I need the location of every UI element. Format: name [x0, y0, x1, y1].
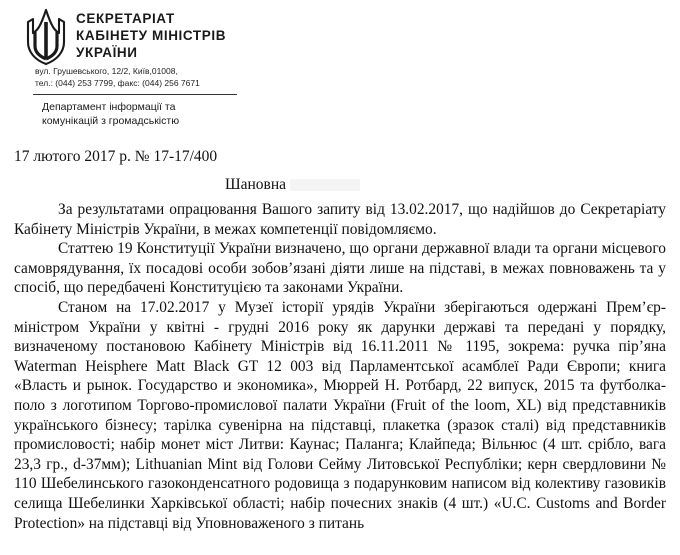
letterhead-divider: [33, 94, 237, 95]
letterhead: [0, 0, 680, 145]
ukraine-trident-emblem-icon: [22, 8, 70, 66]
redacted-recipient-name: [290, 179, 360, 191]
contact-phone: тел.: (044) 253 7799, факс: (044) 256 7671: [35, 77, 200, 88]
body-paragraph-2: Статтею 19 Конституції України визначено, що органи державної влади та органи місцевого самоврядування, їх посадові особи зобов’язані діяти лише на підставі, в межах повноважень та у спосіб, що передбачені Конституцією та законами України.: [14, 240, 666, 297]
body-paragraph-1: За результатами опрацювання Вашого запиту від 13.02.2017, що надійшов до Секретаріату Кабінету Міністрів України, в межах компетенції повідомляємо.: [14, 201, 666, 238]
document-body: [14, 200, 666, 533]
salutation-text: Шановна: [225, 176, 287, 193]
document-meta: 17 лютого 2017 р. № 17-17/400: [14, 148, 218, 165]
contact-block: [35, 66, 200, 89]
department-block: [42, 100, 179, 128]
body-paragraph-3: Станом на 17.02.2017 у Музеї історії урядів України зберігаються одержані Прем’єр-міністром України у квітні - грудні 2016 року як дарунки державі та передані у порядку, визначеному постановою Кабінету Міністрів від 16.11.2011 № 1195, зокрема: ручка пір’яна Waterman Heisphere Matt Black GT 12 003 від Парламентської асамблеї Ради Європи; книга «Власть и рынок. Государство и экономика», Мюррей Н. Ротбард, 22 випуск, 2015 та футболка-поло з логотипом Торгово-промислової палати України (Fruit of the loom, XL) від представників українського бізнесу; тарілка сувенірна на підставці, плакетка (зразок сталі) від представників промисловості; набір монет міст Литви: Каунас; Паланга; Клайпеда; Вільнюс (4 шт. срібло, вага 23,3 гр., d-37мм); Lithuanian Mint від Голови Сейму Литовської Республіки; керн свердловини № 110 Шебелинського газоконденсатного родовища з подарунковим написом від колективу газовиків селища Шебелинки Харківської області; набір почесних знаків (4 шт.) «U.C. Customs and Border Protection» на підставці від Уповноваженого з питань: [14, 298, 666, 532]
contact-address: вул. Грушевського, 12/2, Київ,01008,: [35, 66, 178, 76]
department-line-2: комунікацій з громадськістю: [42, 115, 180, 127]
organization-title-line-2: КАБІНЕТУ МІНІСТРІВ: [76, 28, 227, 43]
department-line-1: Департамент інформації та: [42, 101, 176, 113]
organization-title-line-3: УКРАЇНИ: [76, 45, 138, 60]
organization-title-line-1: СЕКРЕТАРІАТ: [76, 11, 175, 26]
organization-title: [76, 10, 226, 61]
salutation: [225, 176, 360, 194]
